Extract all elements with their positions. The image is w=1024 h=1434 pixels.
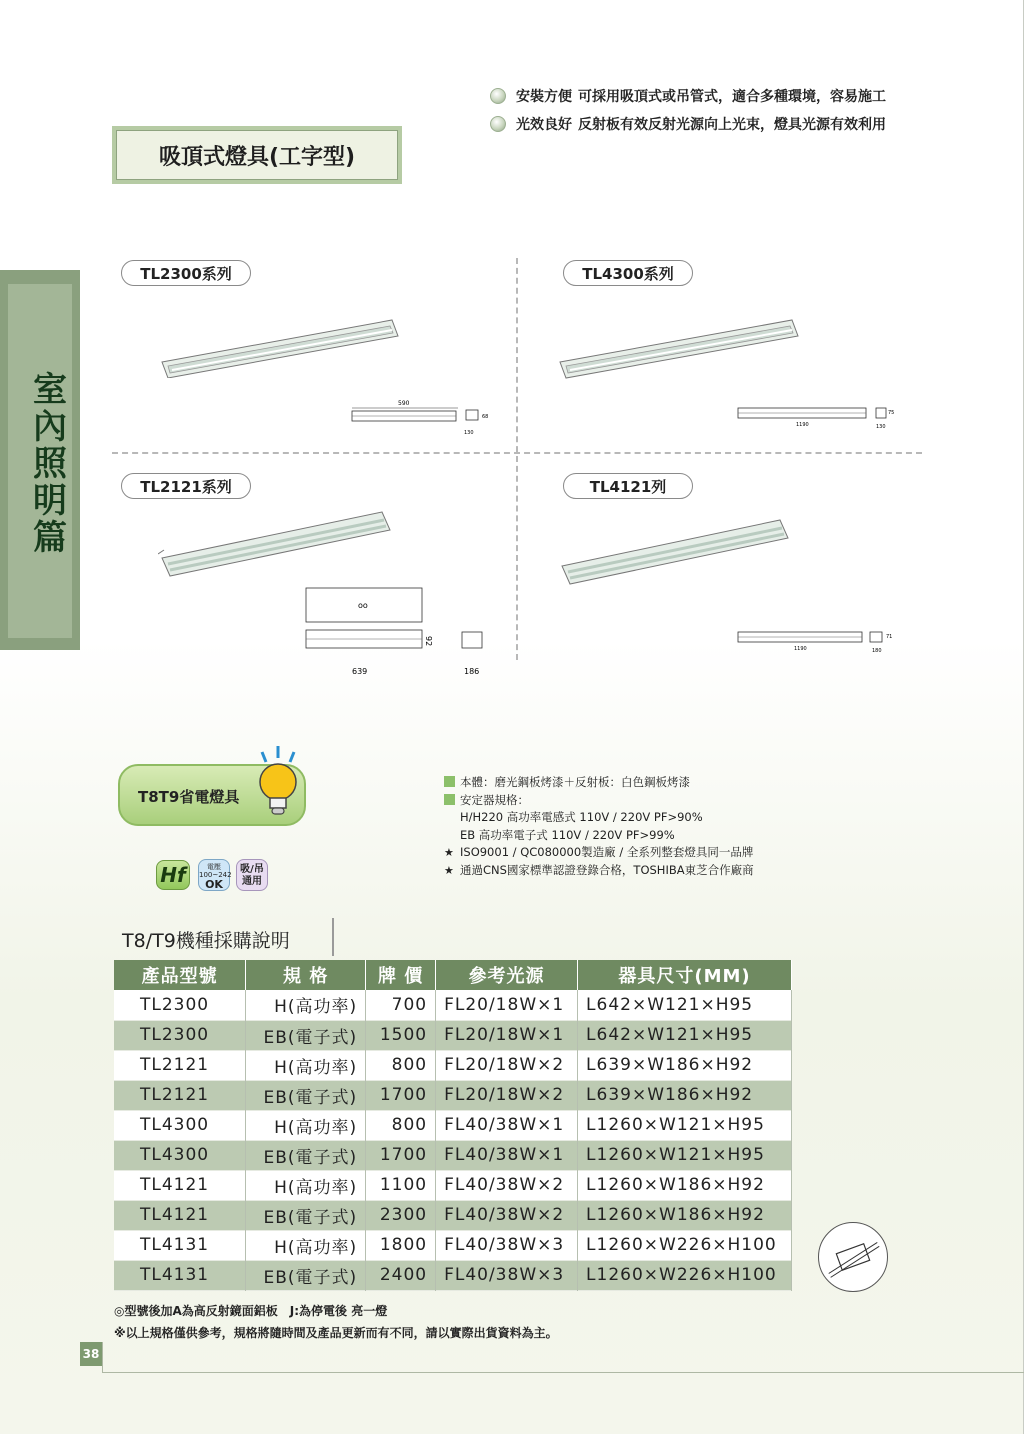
dimension-drawing-tl2121 xyxy=(302,586,502,680)
series-label-tl2121: TL2121系列 xyxy=(121,473,251,499)
cell-model: TL4131 xyxy=(114,1260,246,1290)
table-row xyxy=(114,1170,792,1200)
dim-length: 1190 xyxy=(796,422,809,428)
dim-length: 590 xyxy=(398,400,410,407)
spec-line: 安定器規格： xyxy=(444,792,1004,810)
footer-vline xyxy=(102,1342,103,1372)
col-header-dimensions: 器具尺寸(MM) xyxy=(578,960,792,990)
cell-price: 1700 xyxy=(366,1080,436,1110)
cell-price: 800 xyxy=(366,1110,436,1140)
cell-dimensions: L642×W121×H95 xyxy=(578,990,792,1020)
cell-spec: H(高功率) xyxy=(246,1230,366,1260)
bullet-text: 可採用吸頂式或吊管式，適合多種環境，容易施工 xyxy=(578,89,886,105)
cell-model: TL2300 xyxy=(114,990,246,1020)
mount-badge-line: 吸/吊 xyxy=(240,864,264,875)
lamp-image-tl4121 xyxy=(558,516,792,586)
green-square-icon xyxy=(444,794,455,805)
table-row xyxy=(114,1050,792,1080)
footer-rule xyxy=(102,1372,1024,1373)
dim-length: 1190 xyxy=(794,646,807,652)
dim-length: 639 xyxy=(352,667,368,676)
cell-dimensions: L639×W186×H92 xyxy=(578,1050,792,1080)
cell-price: 1800 xyxy=(366,1230,436,1260)
lamp-image-tl2300 xyxy=(160,316,400,378)
cell-light-source: FL40/38W×3 xyxy=(436,1260,578,1290)
cell-price: 1100 xyxy=(366,1170,436,1200)
dim-height: 68 xyxy=(482,414,489,420)
cell-price: 800 xyxy=(366,1050,436,1080)
bullet-head: 安裝方便 xyxy=(516,89,572,105)
note-line: ※以上規格僅供參考，規格將隨時間及產品更新而有不同，請以實際出貨資料為主。 xyxy=(114,1326,558,1340)
cell-light-source: FL40/38W×2 xyxy=(436,1170,578,1200)
cell-dimensions: L642×W121×H95 xyxy=(578,1020,792,1050)
side-tab-label: 室內照明篇 xyxy=(33,370,67,558)
cell-price: 2400 xyxy=(366,1260,436,1290)
table-row xyxy=(114,1080,792,1110)
hf-badge: Hf xyxy=(156,860,190,890)
quadrant-divider-horizontal xyxy=(112,452,922,454)
feature-bullet xyxy=(490,82,1010,110)
voltage-badge xyxy=(198,859,230,891)
table-row xyxy=(114,1110,792,1140)
feature-bullet xyxy=(490,110,1010,138)
page-title-box xyxy=(112,126,402,184)
cell-dimensions: L639×W186×H92 xyxy=(578,1080,792,1110)
note-line: ◎型號後加A為高反射鏡面鋁板 J:為停電後 亮一燈 xyxy=(114,1304,388,1318)
page-number: 38 xyxy=(80,1342,102,1366)
voltage-badge-ok: OK xyxy=(205,878,223,891)
series-label-tl2300: TL2300系列 xyxy=(121,260,251,286)
purchase-table xyxy=(114,960,792,1291)
series-label-tl4121: TL4121列 xyxy=(563,473,693,499)
cell-model: TL4131 xyxy=(114,1230,246,1260)
cell-spec: EB(電子式) xyxy=(246,1020,366,1050)
spec-line: H/H220 高功率電感式 110V / 220V PF>90% xyxy=(460,810,703,824)
quadrant-divider-vertical xyxy=(516,258,518,660)
spec-line: EB 高功率電子式 110V / 220V PF>99% xyxy=(460,827,675,842)
cell-dimensions: L1260×W121×H95 xyxy=(578,1140,792,1170)
cell-light-source: FL20/18W×2 xyxy=(436,1050,578,1080)
spec-line: ★ ISO9001 / QC080000製造廠 / 全系列整套燈具同一品牌 xyxy=(444,844,1004,862)
spec-line: 本體：磨光鋼板烤漆＋反射板：白色鋼板烤漆 xyxy=(444,774,1004,792)
cell-spec: EB(電子式) xyxy=(246,1080,366,1110)
mount-badge-line: 通用 xyxy=(242,876,262,887)
cell-price: 2300 xyxy=(366,1200,436,1230)
cell-spec: H(高功率) xyxy=(246,990,366,1020)
col-header-price: 牌 價 xyxy=(366,960,436,990)
cell-spec: EB(電子式) xyxy=(246,1140,366,1170)
dim-width: 130 xyxy=(464,430,474,436)
table-title: T8/T9機種採購說明 xyxy=(114,918,334,956)
dim-width: 186 xyxy=(464,667,480,676)
bullet-dot-icon xyxy=(490,116,506,132)
cell-light-source: FL40/38W×1 xyxy=(436,1140,578,1170)
light-bulb-icon xyxy=(248,742,308,822)
dimension-drawing-tl4300 xyxy=(736,404,896,432)
cell-light-source: FL20/18W×1 xyxy=(436,1020,578,1050)
cell-light-source: FL20/18W×1 xyxy=(436,990,578,1020)
cell-light-source: FL20/18W×2 xyxy=(436,1080,578,1110)
cell-dimensions: L1260×W226×H100 xyxy=(578,1260,792,1290)
spec-line: ★ 通過CNS國家標準認證登錄合格，TOSHIBA東芝合作廠商 xyxy=(444,862,1004,880)
cell-model: TL2121 xyxy=(114,1080,246,1110)
col-header-spec: 規 格 xyxy=(246,960,366,990)
cell-price: 1700 xyxy=(366,1140,436,1170)
table-row xyxy=(114,1200,792,1230)
table-row xyxy=(114,1260,792,1290)
lamp-image-tl2121 xyxy=(158,508,394,578)
cell-model: TL4300 xyxy=(114,1110,246,1140)
cell-spec: EB(電子式) xyxy=(246,1260,366,1290)
cell-dimensions: L1260×W186×H92 xyxy=(578,1200,792,1230)
cell-price: 700 xyxy=(366,990,436,1020)
voltage-badge-title: 電壓 xyxy=(207,863,221,871)
dim-width: 180 xyxy=(872,648,882,654)
cell-spec: H(高功率) xyxy=(246,1170,366,1200)
table-row xyxy=(114,990,792,1020)
table-row xyxy=(114,1020,792,1050)
cell-spec: H(高功率) xyxy=(246,1050,366,1080)
cell-light-source: FL40/38W×2 xyxy=(436,1200,578,1230)
cell-model: TL4121 xyxy=(114,1200,246,1230)
table-row xyxy=(114,1140,792,1170)
cell-light-source: FL40/38W×1 xyxy=(436,1110,578,1140)
cell-light-source: FL40/38W×3 xyxy=(436,1230,578,1260)
notes xyxy=(114,1300,558,1344)
dim-height: 92 xyxy=(424,636,433,647)
wiring-diagram-stamp xyxy=(818,1222,888,1292)
table-row xyxy=(114,1230,792,1260)
svg-text:oo: oo xyxy=(358,601,368,610)
bullet-head: 光效良好 xyxy=(516,117,572,133)
col-header-light-source: 參考光源 xyxy=(436,960,578,990)
bullet-text: 反射板有效反射光源向上光束，燈具光源有效利用 xyxy=(578,117,886,133)
cell-model: TL4121 xyxy=(114,1170,246,1200)
cell-model: TL2121 xyxy=(114,1050,246,1080)
col-header-model: 產品型號 xyxy=(114,960,246,990)
cell-dimensions: L1260×W186×H92 xyxy=(578,1170,792,1200)
dim-height: 75 xyxy=(888,410,895,416)
cell-dimensions: L1260×W226×H100 xyxy=(578,1230,792,1260)
lamp-image-tl4300 xyxy=(558,316,800,380)
dim-height: 71 xyxy=(886,634,893,640)
star-icon: ★ xyxy=(444,846,454,859)
table-header-row xyxy=(114,960,792,990)
cell-spec: H(高功率) xyxy=(246,1110,366,1140)
mount-badge xyxy=(236,859,268,891)
green-square-icon xyxy=(444,776,455,787)
feature-bullets xyxy=(490,82,1010,138)
page-title: 吸頂式燈具(工字型) xyxy=(116,130,398,180)
bullet-dot-icon xyxy=(490,88,506,104)
spec-list xyxy=(444,774,1004,879)
cell-price: 1500 xyxy=(366,1020,436,1050)
cell-spec: EB(電子式) xyxy=(246,1200,366,1230)
dim-width: 130 xyxy=(876,424,886,430)
eco-badge-label: T8T9省電燈具 xyxy=(138,788,240,806)
voltage-badge-range: 100~242 xyxy=(199,871,232,879)
cell-dimensions: L1260×W121×H95 xyxy=(578,1110,792,1140)
cell-model: TL2300 xyxy=(114,1020,246,1050)
series-label-tl4300: TL4300系列 xyxy=(563,260,693,286)
star-icon: ★ xyxy=(444,863,454,877)
cell-model: TL4300 xyxy=(114,1140,246,1170)
dimension-drawing-tl2300 xyxy=(350,398,500,440)
dimension-drawing-tl4121 xyxy=(736,628,896,656)
